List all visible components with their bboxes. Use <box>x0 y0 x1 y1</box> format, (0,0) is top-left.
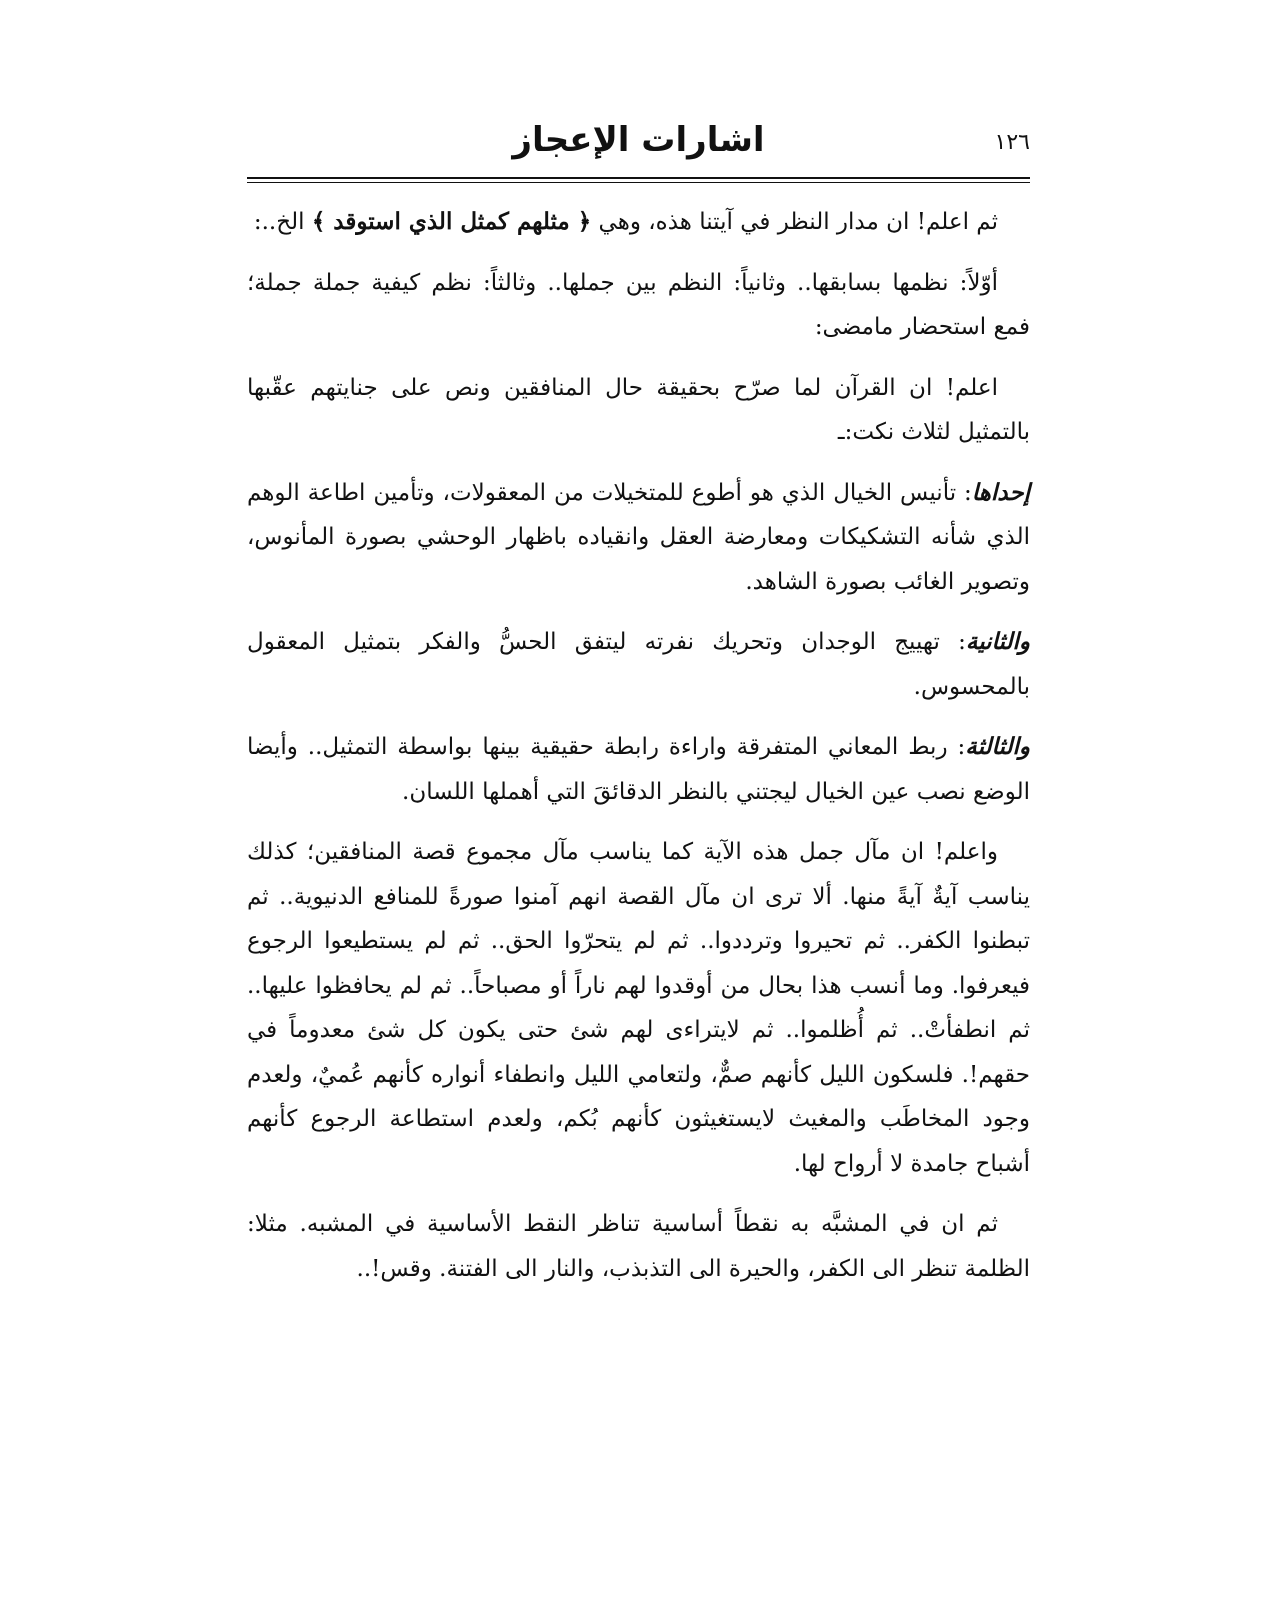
quran-quote: ﴿ مثلهم كمثل الذي استوقد ﴾ <box>311 208 592 235</box>
header-rule-thick <box>247 177 1030 179</box>
paragraph-first-point <box>247 471 1030 605</box>
point-text-third: : ربط المعاني المتفرقة واراءة رابطة حقيقية بينها بواسطة التمثيل.. وأيضا الوضع نصب عين الخيال ليجتني بالنظر الدقائقَ التي أهملها اللسان. <box>247 734 1030 805</box>
point-text-second: : تهييج الوجدان وتحريك نفرته ليتفق الحسُّ والفكر بتمثيل المعقول بالمحسوس. <box>247 629 1030 700</box>
paragraph-third-point <box>247 725 1030 814</box>
page-number: ١٢٦ <box>994 130 1030 155</box>
paragraph-order: أوّلاً: نظمها بسابقها.. وثانياً: النظم بين جملها.. وثالثاً: نظم كيفية جملة جملة؛ فمع استحضار مامضى: <box>247 269 1030 340</box>
running-title: اشارات الإعجاز <box>512 120 765 160</box>
page-header <box>247 118 1030 176</box>
paragraph-second-point <box>247 620 1030 709</box>
body-text <box>247 200 1030 1307</box>
paragraph-story-parallel: واعلم! ان مآل جمل هذه الآية كما يناسب مآل مجموع قصة المنافقين؛ كذلك يناسب آيةٌ آيةً منها. ألا ترى ان مآل القصة انهم آمنوا صورةً للمنافع الدنيوية.. ثم تبطنوا الكفر.. ثم تحيروا وترددوا.. ثم لم يتحرّوا الحق.. ثم لم يستطيعوا الرجوع فيعرفوا. وما أنسب هذا بحال من أوقدوا لهم ناراً أو مصباحاً.. ثم لم يحافظوا عليها.. ثم انطفأتْ.. ثم أُظلموا.. ثم لايتراءى لهم شئ حتى يكون كل شئ معدوماً في حقهم!. فلسكون الليل كأنهم صمٌّ، ولتعامي الليل وانطفاء أنواره كأنهم عُميٌ، ولعدم وجود المخاطَب والمغيث لايستغيثون كأنهم بُكم، ولعدم استطاعة الرجوع كأنهم أشباح جامدة لا أرواح لها. <box>247 839 1030 1177</box>
paragraph-intro-before: ثم اعلم! ان مدار النظر في آيتنا هذه، وهي <box>591 209 998 235</box>
header-rule-thin <box>247 182 1030 183</box>
point-text-first: : تأنيس الخيال الذي هو أطوع للمتخيلات من المعقولات، وتأمين اطاعة الوهم الذي شأنه التشكيكات ومعارضة العقل وانقياده باظهار الوحشي بصورة المأنوس، وتصوير الغائب بصورة الشاهد. <box>247 479 1030 595</box>
point-lead-third: والثالثة <box>965 733 1030 760</box>
paragraph-comparison-points: ثم ان في المشبَّه به نقطاً أساسية تناظر النقط الأساسية في المشبه. مثلا: الظلمة تنظر الى الكفر، والحيرة الى التذبذب، والنار الى الفتنة. وقس!.. <box>247 1211 1030 1282</box>
paragraph-intro <box>247 200 1030 245</box>
paragraph-three-points: اعلم! ان القرآن لما صرّح بحقيقة حال المنافقين ونص على جنايتهم عقّبها بالتمثيل لثلاث نكت:ـ <box>247 374 1030 445</box>
point-lead-first: إحداها <box>971 478 1030 506</box>
point-lead-second: والثانية <box>965 628 1030 655</box>
paragraph-intro-after: الخ..: <box>253 209 312 235</box>
